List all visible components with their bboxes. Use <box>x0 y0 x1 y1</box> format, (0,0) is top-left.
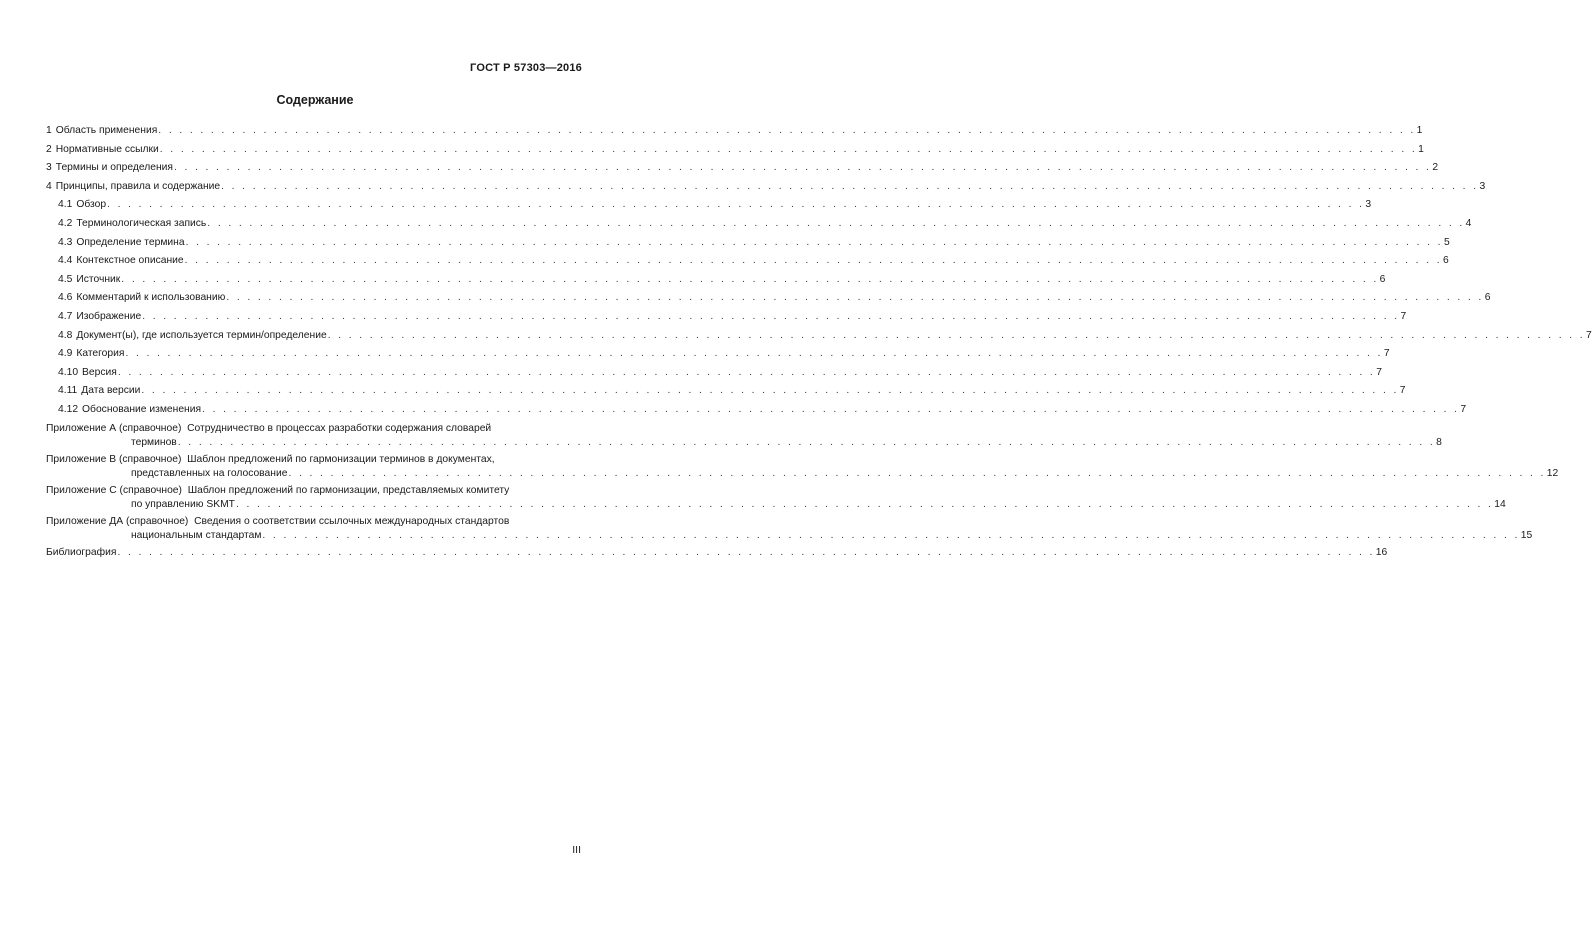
table-of-contents <box>46 124 1592 564</box>
page-number: III <box>572 844 581 856</box>
appendix-title-line1: Шаблон предложений по гармонизации, представляемых комитету <box>187 484 510 496</box>
page-title: Содержание <box>276 93 354 107</box>
toc-entry[interactable] <box>46 161 1439 180</box>
toc-entry-number: 2 <box>46 143 52 155</box>
toc-entry-appendix[interactable] <box>46 453 1559 481</box>
toc-entry-bibliography[interactable] <box>46 546 1388 565</box>
toc-entry-number: 1 <box>46 125 52 136</box>
toc-entry-number: 4.4 <box>58 255 73 267</box>
leader-dots: . . . . . . . . . . . . . . . . . . . . . . . . . . . . . . . . . . . . . . . . . . . . . . . . . . . . . . . . . . . . . . . . . . . . . . . . . . . . . . . . . . . . . . . . . . . . . . . . . . . . . . . . . . . . . . . . . . . . . . . . <box>117 546 1375 558</box>
toc-entry-number: 4.6 <box>58 292 73 304</box>
toc-entry-appendix[interactable] <box>46 422 1442 450</box>
toc-entry-number: 4.11 <box>58 385 78 397</box>
toc-entry[interactable] <box>46 124 1423 143</box>
leader-dots: . . . . . . . . . . . . . . . . . . . . . . . . . . . . . . . . . . . . . . . . . . . . . . . . . . . . . . . . . . . . . . . . . . . . . . . . . . . . . . . . . . . . . . . . . . . . . . . . . . . . . . . . . . . . . . . . . . . . . . . . <box>125 348 1383 360</box>
toc-entry-number: 4.5 <box>58 273 73 285</box>
leader-dots: . . . . . . . . . . . . . . . . . . . . . . . . . . . . . . . . . . . . . . . . . . . . . . . . . . . . . . . . . . . . . . . . . . . . . . . . . . . . . . . . . . . . . . . . . . . . . . . . . . . . . . . . . . . . . . . . . . . . . . . . <box>184 255 1442 267</box>
toc-entry-label: Терминологическая запись <box>76 217 207 229</box>
leader-dots: . . . . . . . . . . . . . . . . . . . . . . . . . . . . . . . . . . . . . . . . . . . . . . . . . . . . . . . . . . . . . . . . . . . . . . . . . . . . . . . . . . . . . . . . . . . . . . . . . . . . . . . . . . . . . . . . . . . . . . . . <box>262 529 1520 541</box>
toc-entry-number: 4.7 <box>58 310 73 322</box>
toc-entry-label: Определение термина <box>76 236 185 248</box>
toc-entry-page: 6 <box>1484 292 1491 304</box>
toc-entry-label: Обоснование изменения <box>82 403 202 415</box>
toc-entry[interactable] <box>46 384 1406 403</box>
leader-dots: . . . . . . . . . . . . . . . . . . . . . . . . . . . . . . . . . . . . . . . . . . . . . . . . . . . . . . . . . . . . . . . . . . . . . . . . . . . . . . . . . . . . . . . . . . . . . . . . . . . . . . . . . . . . . . . . . . . . . . . . <box>141 385 1399 397</box>
appendix-title-line1: Шаблон предложений по гармонизации терминов в документах, <box>187 453 495 465</box>
toc-entry-number: 4.3 <box>58 236 73 248</box>
toc-entry[interactable] <box>46 254 1449 273</box>
leader-dots: . . . . . . . . . . . . . . . . . . . . . . . . . . . . . . . . . . . . . . . . . . . . . . . . . . . . . . . . . . . . . . . . . . . . . . . . . . . . . . . . . . . . . . . . . . . . . . . . . . . . . . . . . . . . . . . . . . . . . . . . <box>207 217 1465 229</box>
leader-dots: . . . . . . . . . . . . . . . . . . . . . . . . . . . . . . . . . . . . . . . . . . . . . . . . . . . . . . . . . . . . . . . . . . . . . . . . . . . . . . . . . . . . . . . . . . . . . . . . . . . . . . . . . . . . . . . . . . . . . . . . <box>185 236 1443 248</box>
toc-entry-label: Категория <box>76 348 125 360</box>
appendix-title-line2: по управлению SKMT <box>131 498 235 510</box>
toc-entry-label: Версия <box>82 366 117 378</box>
toc-entry-page: 7 <box>1586 329 1592 341</box>
toc-entry-label: Контекстное описание <box>76 255 184 267</box>
toc-entry-page: 7 <box>1460 403 1467 415</box>
toc-entry-page: 5 <box>1443 236 1450 248</box>
toc-entry-page: 2 <box>1432 162 1439 174</box>
leader-dots: . . . . . . . . . . . . . . . . . . . . . . . . . . . . . . . . . . . . . . . . . . . . . . . . . . . . . . . . . . . . . . . . . . . . . . . . . . . . . . . . . . . . . . . . . . . . . . . . . . . . . . . . . . . . . . . . . . . . . . . . <box>121 273 1379 285</box>
toc-entry-page: 3 <box>1479 180 1486 192</box>
toc-entry-page: 14 <box>1494 498 1506 510</box>
toc-entry[interactable] <box>46 366 1382 385</box>
toc-entry-number: 4.9 <box>58 348 73 360</box>
toc-entry-page: 3 <box>1365 199 1372 211</box>
toc-entry-label: Источник <box>76 273 121 285</box>
toc-entry-appendix[interactable] <box>46 484 1506 512</box>
toc-entry[interactable] <box>46 347 1390 366</box>
toc-entry[interactable] <box>46 310 1407 329</box>
leader-dots: . . . . . . . . . . . . . . . . . . . . . . . . . . . . . . . . . . . . . . . . . . . . . . . . . . . . . . . . . . . . . . . . . . . . . . . . . . . . . . . . . . . . . . . . . . . . . . . . . . . . . . . . . . . . . . . . . . . . . . . . <box>327 329 1586 341</box>
toc-entry-label: Изображение <box>76 310 142 322</box>
leader-dots: . . . . . . . . . . . . . . . . . . . . . . . . . . . . . . . . . . . . . . . . . . . . . . . . . . . . . . . . . . . . . . . . . . . . . . . . . . . . . . . . . . . . . . . . . . . . . . . . . . . . . . . . . . . . . . . . . . . . . . . . <box>107 199 1365 211</box>
toc-entry-appendix[interactable] <box>46 515 1533 543</box>
appendix-title-line1: Сведения о соответствии ссылочных международных стандартов <box>194 515 510 527</box>
appendix-title-line2: терминов <box>131 436 177 448</box>
toc-entry-number: 4.2 <box>58 217 73 229</box>
toc-entry-label: Обзор <box>76 199 107 211</box>
leader-dots: . . . . . . . . . . . . . . . . . . . . . . . . . . . . . . . . . . . . . . . . . . . . . . . . . . . . . . . . . . . . . . . . . . . . . . . . . . . . . . . . . . . . . . . . . . . . . . . . . . . . . . . . . . . . . . . . . . . . . . . . <box>226 292 1484 304</box>
toc-entry[interactable] <box>46 180 1486 199</box>
toc-entry-label: Принципы, правила и содержание <box>55 180 221 192</box>
leader-dots: . . . . . . . . . . . . . . . . . . . . . . . . . . . . . . . . . . . . . . . . . . . . . . . . . . . . . . . . . . . . . . . . . . . . . . . . . . . . . . . . . . . . . . . . . . . . . . . . . . . . . . . . . . . . . . . . . . . . . . . . <box>117 366 1376 378</box>
toc-entry-page: 7 <box>1400 310 1407 322</box>
toc-entry-page: 7 <box>1376 366 1382 378</box>
toc-entry-label: Термины и определения <box>55 162 173 174</box>
toc-entry-number: 4.12 <box>58 403 79 415</box>
toc-entry-page: 7 <box>1383 348 1390 360</box>
appendix-prefix: Приложение ДА (справочное) <box>46 515 189 527</box>
appendix-title-line2: национальным стандартам <box>131 529 262 541</box>
toc-entry-page: 6 <box>1379 273 1386 285</box>
leader-dots: . . . . . . . . . . . . . . . . . . . . . . . . . . . . . . . . . . . . . . . . . . . . . . . . . . . . . . . . . . . . . . . . . . . . . . . . . . . . . . . . . . . . . . . . . . . . . . . . . . . . . . . . . . . . . . . . . . . . . . . . <box>288 467 1546 479</box>
leader-dots: . . . . . . . . . . . . . . . . . . . . . . . . . . . . . . . . . . . . . . . . . . . . . . . . . . . . . . . . . . . . . . . . . . . . . . . . . . . . . . . . . . . . . . . . . . . . . . . . . . . . . . . . . . . . . . . . . . . . . . . . <box>142 310 1400 322</box>
toc-entry-label: Комментарий к использованию <box>76 292 226 304</box>
toc-entry[interactable] <box>46 273 1386 292</box>
appendix-prefix: Приложение В (справочное) <box>46 453 182 465</box>
toc-entry-number: 4.8 <box>58 329 73 341</box>
toc-entry-label: Область применения <box>55 125 158 136</box>
document-header: ГОСТ Р 57303—2016 <box>470 62 582 74</box>
toc-entry[interactable] <box>46 236 1450 255</box>
toc-entry-label: Документ(ы), где используется термин/определение <box>76 329 327 341</box>
toc-entry-page: 15 <box>1520 529 1533 541</box>
toc-entry-number: 4.10 <box>58 366 79 378</box>
leader-dots: . . . . . . . . . . . . . . . . . . . . . . . . . . . . . . . . . . . . . . . . . . . . . . . . . . . . . . . . . . . . . . . . . . . . . . . . . . . . . . . . . . . . . . . . . . . . . . . . . . . . . . . . . . . . . . . . . . . . . . . . <box>235 498 1494 510</box>
toc-entry-page: 12 <box>1546 467 1559 479</box>
toc-entry-label: Библиография <box>46 546 117 558</box>
toc-entry-page: 8 <box>1436 436 1442 448</box>
toc-entry-number: 4.1 <box>58 199 73 211</box>
toc-entry[interactable] <box>46 403 1467 422</box>
toc-entry-page: 6 <box>1443 255 1449 267</box>
toc-entry-number: 4 <box>46 180 52 192</box>
toc-entry[interactable] <box>46 198 1372 217</box>
leader-dots: . . . . . . . . . . . . . . . . . . . . . . . . . . . . . . . . . . . . . . . . . . . . . . . . . . . . . . . . . . . . . . . . . . . . . . . . . . . . . . . . . . . . . . . . . . . . . . . . . . . . . . . . . . . . . . . . . . . . . . . . <box>202 403 1460 415</box>
toc-entry-page: 4 <box>1465 217 1472 229</box>
toc-entry-number: 3 <box>46 162 52 174</box>
appendix-prefix: Приложение А (справочное) <box>46 422 182 434</box>
toc-entry[interactable] <box>46 329 1592 348</box>
leader-dots: . . . . . . . . . . . . . . . . . . . . . . . . . . . . . . . . . . . . . . . . . . . . . . . . . . . . . . . . . . . . . . . . . . . . . . . . . . . . . . . . . . . . . . . . . . . . . . . . . . . . . . . . . . . . . . . . . . . . . . . . <box>173 162 1432 174</box>
toc-entry-page: 16 <box>1375 546 1388 558</box>
leader-dots: . . . . . . . . . . . . . . . . . . . . . . . . . . . . . . . . . . . . . . . . . . . . . . . . . . . . . . . . . . . . . . . . . . . . . . . . . . . . . . . . . . . . . . . . . . . . . . . . . . . . . . . . . . . . . . . . . . . . . . . . <box>177 436 1436 448</box>
appendix-prefix: Приложение С (справочное) <box>46 484 182 496</box>
leader-dots: . . . . . . . . . . . . . . . . . . . . . . . . . . . . . . . . . . . . . . . . . . . . . . . . . . . . . . . . . . . . . . . . . . . . . . . . . . . . . . . . . . . . . . . . . . . . . . . . . . . . . . . . . . . . . . . . . . . . . . . . <box>158 125 1416 136</box>
appendix-title-line2: представленных на голосование <box>131 467 288 479</box>
toc-entry-label: Нормативные ссылки <box>55 143 159 155</box>
toc-entry-page: 1 <box>1418 143 1424 155</box>
toc-entry-page: 1 <box>1416 125 1423 136</box>
toc-entry-page: 7 <box>1399 385 1406 397</box>
leader-dots: . . . . . . . . . . . . . . . . . . . . . . . . . . . . . . . . . . . . . . . . . . . . . . . . . . . . . . . . . . . . . . . . . . . . . . . . . . . . . . . . . . . . . . . . . . . . . . . . . . . . . . . . . . . . . . . . . . . . . . . . <box>221 180 1479 192</box>
toc-entry[interactable] <box>46 217 1472 236</box>
toc-entry-label: Дата версии <box>81 385 141 397</box>
toc-entry[interactable] <box>46 291 1491 310</box>
leader-dots: . . . . . . . . . . . . . . . . . . . . . . . . . . . . . . . . . . . . . . . . . . . . . . . . . . . . . . . . . . . . . . . . . . . . . . . . . . . . . . . . . . . . . . . . . . . . . . . . . . . . . . . . . . . . . . . . . . . . . . . . <box>159 143 1418 155</box>
toc-entry[interactable] <box>46 143 1424 162</box>
appendix-title-line1: Сотрудничество в процессах разработки содержания словарей <box>187 422 492 434</box>
